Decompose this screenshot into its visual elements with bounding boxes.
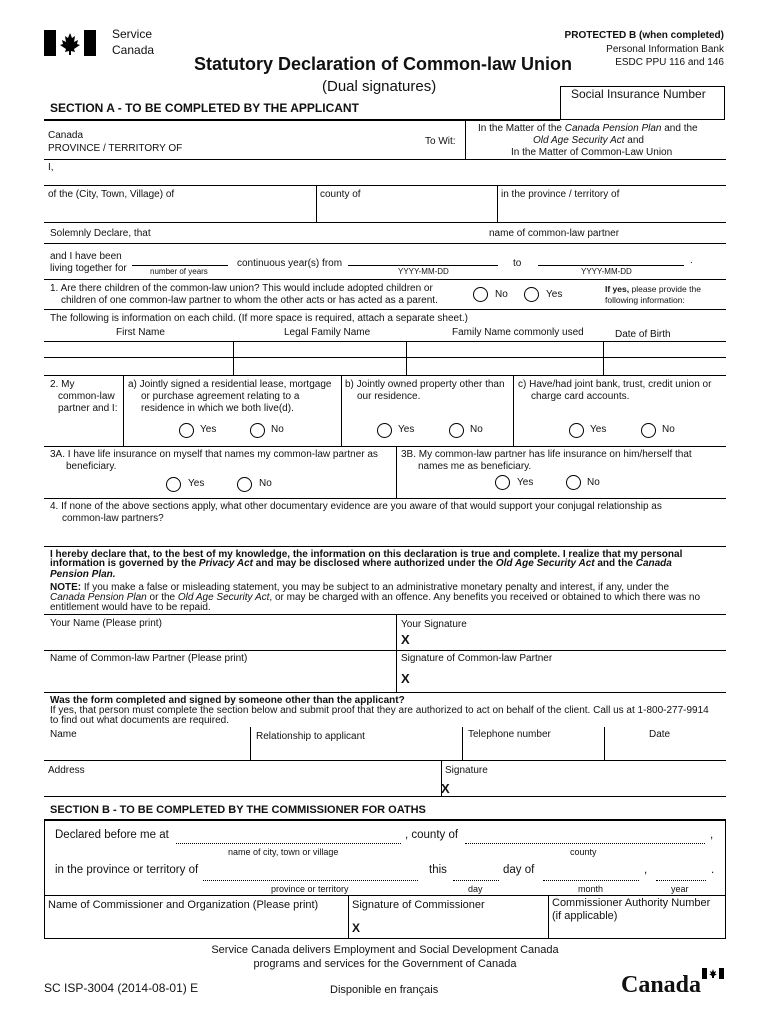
declarant-name-field[interactable] — [60, 160, 724, 184]
french-available: Disponible en français — [330, 984, 439, 996]
month-caption: month — [578, 884, 604, 894]
in-province-label: in the province or territory of — [55, 864, 199, 876]
commissioner-auth-label-2: (if applicable) — [552, 910, 618, 922]
your-name-field[interactable] — [45, 630, 395, 648]
partner-name-field[interactable] — [45, 666, 395, 690]
q3a-yes-radio[interactable] — [166, 477, 181, 492]
declaration-line1: I hereby declare that, to the best of my knowledge, the information on this declaration is true and complete. I realize that my personal — [50, 549, 683, 560]
lived-label-1: and I have been — [50, 251, 122, 262]
day-caption: day — [468, 884, 483, 894]
commissioner-name-label: Name of Commissioner and Organization (Please print) — [48, 899, 319, 911]
province-caption: province or territory — [271, 884, 349, 894]
q2-label-2: common-law — [58, 391, 115, 402]
matter-line3: In the Matter of Common-Law Union — [511, 147, 673, 158]
q2a-line2: or purchase agreement relating to a — [141, 391, 300, 402]
q4-line1: 4. If none of the above sections apply, what other documentary evidence are you aware of that would support your conjugal relationship as — [50, 501, 662, 512]
commissioner-signature-label: Signature of Commissioner — [352, 899, 485, 911]
partner-print-label: Name of Common-law Partner (Please print) — [50, 653, 248, 664]
q3b-no-label: No — [587, 477, 600, 488]
matter-line2: Old Age Security Act and — [533, 135, 644, 146]
other-signature-label: Signature — [445, 765, 488, 776]
note-line2: Canada Pension Plan or the Old Age Security Act, or may be charged with an offence. Any benefits you received or obtained to which there was no — [50, 592, 701, 603]
your-name-label: Your Name (Please print) — [50, 618, 162, 629]
q2a-no-label: No — [271, 424, 284, 435]
q3a-yes-label: Yes — [188, 478, 205, 489]
q1-line2: children of one common-law partner to whom the other acts or has acted as a parent. — [61, 295, 438, 306]
commissioner-province-field[interactable] — [203, 880, 418, 881]
dept-name-line2: Canada — [112, 43, 155, 57]
section-b-heading: SECTION B - TO BE COMPLETED BY THE COMMISSIONER FOR OATHS — [50, 804, 426, 816]
esdc-label: ESDC PPU 116 and 146 — [615, 57, 724, 68]
q4-answer-field[interactable] — [45, 526, 725, 545]
canada-flag-logo — [44, 30, 96, 56]
i-label: I, — [48, 162, 54, 173]
telephone-label: Telephone number — [468, 729, 551, 740]
child-row[interactable] — [45, 342, 725, 374]
county-caption: county — [570, 847, 597, 857]
children-info-label: The following is information on each child. (If more space is required, attach a separate sheet.) — [50, 313, 468, 324]
comma-mark: , — [710, 829, 714, 841]
other-person-question: Was the form completed and signed by someone other than the applicant? — [50, 695, 405, 706]
years-field[interactable] — [132, 265, 228, 266]
province-of-label: in the province / territory of — [501, 189, 620, 200]
q2-label-3: partner and I: — [58, 403, 118, 414]
q2a-no-radio[interactable] — [250, 423, 265, 438]
q3a-no-radio[interactable] — [237, 477, 252, 492]
q2a-yes-label: Yes — [200, 424, 217, 435]
q2c-line2: charge card accounts. — [531, 391, 630, 402]
year-caption: year — [671, 884, 689, 894]
q2a-line1: a) Jointly signed a residential lease, mortgage — [128, 379, 332, 390]
q2c-no-label: No — [662, 424, 675, 435]
other-person-line2: to find out what documents are required. — [50, 715, 229, 726]
commissioner-name-field[interactable] — [45, 914, 345, 936]
declared-label: Declared before me at — [55, 829, 169, 841]
q3b-line2: names me as beneficiary. — [418, 461, 532, 472]
province-label: PROVINCE / TERRITORY OF — [48, 143, 183, 154]
address-label: Address — [48, 765, 85, 776]
protected-label: PROTECTED B (when completed) — [564, 30, 724, 41]
commissioner-signature-x: X — [352, 921, 361, 935]
q3b-yes-radio[interactable] — [495, 475, 510, 490]
from-date-field[interactable] — [348, 265, 498, 266]
declared-county-field[interactable] — [465, 843, 705, 844]
q1-yes-radio[interactable] — [524, 287, 539, 302]
section-a-heading: SECTION A - TO BE COMPLETED BY THE APPLICANT — [50, 101, 359, 115]
footer-line2: programs and services for the Government of Canada — [253, 958, 517, 970]
year-field[interactable] — [656, 880, 706, 881]
solemnly-label: Solemnly Declare, that — [50, 228, 151, 239]
day-of-label: day of — [503, 864, 535, 876]
q2b-line2: our residence. — [357, 391, 421, 402]
day-field[interactable] — [453, 880, 499, 881]
your-signature-label: Your Signature — [401, 619, 467, 630]
col-date-of-birth: Date of Birth — [615, 329, 671, 340]
month-field[interactable] — [543, 880, 639, 881]
period-mark: . — [711, 864, 715, 876]
canada-label: Canada — [48, 130, 84, 141]
q2b-no-radio[interactable] — [449, 423, 464, 438]
q1-no-label: No — [495, 289, 508, 300]
canada-wordmark: Canada — [621, 972, 702, 998]
partner-signature-field[interactable] — [415, 668, 723, 690]
to-wit-label: To Wit: — [425, 136, 456, 147]
q2-label-1: 2. My — [50, 379, 75, 390]
county-of-label: , county of — [405, 829, 459, 841]
col-legal-family-name: Legal Family Name — [284, 327, 371, 338]
address-field[interactable] — [45, 777, 435, 794]
q3a-line2: beneficiary. — [66, 461, 117, 472]
date-label: Date — [649, 729, 671, 740]
q4-line2: common-law partners? — [62, 513, 164, 524]
q2c-no-radio[interactable] — [641, 423, 656, 438]
declared-city-field[interactable] — [176, 843, 401, 844]
declaration-line2: information is governed by the Privacy Act and may be disclosed where authorized under the Old Age Security Act and the Canada — [50, 558, 672, 569]
wordmark-flag-icon — [702, 968, 724, 979]
your-signature-field[interactable] — [415, 630, 723, 648]
this-label: this — [429, 864, 447, 876]
other-name-label: Name — [50, 729, 77, 740]
city-caption: name of city, town or village — [228, 847, 339, 857]
dot-mark: . — [690, 255, 693, 266]
q2b-yes-label: Yes — [398, 424, 415, 435]
num-years-label: number of years — [150, 267, 208, 276]
q3b-no-radio[interactable] — [566, 475, 581, 490]
q2c-line1: c) Have/had joint bank, trust, credit union or — [518, 379, 712, 390]
commissioner-auth-label-1: Commissioner Authority Number — [552, 897, 711, 909]
q3b-yes-label: Yes — [517, 477, 534, 488]
form-number: SC ISP-3004 (2014-08-01) E — [44, 981, 199, 995]
q2b-yes-radio[interactable] — [377, 423, 392, 438]
comma-mark-2: , — [644, 864, 648, 876]
partner-signature-x: X — [401, 671, 410, 686]
partner-name-label: name of common-law partner — [489, 228, 620, 239]
other-person-line1: If yes, that person must complete the section below and submit proof that they are authorized to act on behalf of the client. Call us at 1-800-277-9914 — [50, 705, 709, 716]
col-family-name-used: Family Name commonly used — [452, 327, 584, 338]
q3b-line1: 3B. My common-law partner has life insurance on him/herself that — [401, 449, 692, 460]
col-first-name: First Name — [116, 327, 165, 338]
q2b-line1: b) Jointly owned property other than — [345, 379, 505, 390]
pib-label: Personal Information Bank — [606, 44, 724, 55]
other-name-field[interactable] — [45, 741, 245, 758]
if-yes-label-2: following information: — [605, 295, 685, 305]
page-title: Statutory Declaration of Common-law Union — [194, 54, 573, 74]
matter-line1: In the Matter of the Canada Pension Plan and the — [478, 123, 698, 134]
city-label: of the (City, Town, Village) of — [48, 189, 175, 200]
from-date-format: YYYY-MM-DD — [398, 267, 449, 276]
note-line1: NOTE: If you make a false or misleading statement, you may be subject to an administrative monetary penalty and interest, if any, under the — [50, 582, 670, 593]
to-label: to — [513, 258, 522, 269]
q2b-no-label: No — [470, 424, 483, 435]
to-date-field[interactable] — [538, 265, 684, 266]
dept-name-line1: Service — [112, 27, 153, 41]
q1-yes-label: Yes — [546, 289, 563, 300]
lived-label-2: living together for — [50, 263, 127, 274]
your-signature-x: X — [401, 632, 410, 647]
declaration-line3: Pension Plan. — [50, 569, 116, 580]
to-date-format: YYYY-MM-DD — [581, 267, 632, 276]
q2a-yes-radio[interactable] — [179, 423, 194, 438]
q3a-line1: 3A. I have life insurance on myself that names my common-law partner as — [50, 449, 378, 460]
partner-signature-label: Signature of Common-law Partner — [401, 653, 553, 664]
maple-leaf-icon — [44, 30, 96, 56]
q2c-yes-radio[interactable] — [569, 423, 584, 438]
footer-line1: Service Canada delivers Employment and Social Development Canada — [211, 944, 559, 956]
note-line3: entitlement would have to be repaid. — [50, 602, 211, 613]
q3a-no-label: No — [259, 478, 272, 489]
sin-label: Social Insurance Number — [571, 87, 706, 101]
if-yes-label: If yes, please provide the — [605, 284, 701, 294]
continuous-label: continuous year(s) from — [237, 258, 343, 269]
q1-no-radio[interactable] — [473, 287, 488, 302]
q2c-yes-label: Yes — [590, 424, 607, 435]
q2a-line3: residence in which we both live(d). — [141, 403, 294, 414]
county-label: county of — [320, 189, 361, 200]
page-subtitle: (Dual signatures) — [322, 78, 437, 95]
q1-line1: 1. Are there children of the common-law union? This would include adopted children or — [50, 283, 433, 294]
other-signature-x: X — [441, 781, 450, 796]
relationship-label: Relationship to applicant — [256, 731, 365, 742]
